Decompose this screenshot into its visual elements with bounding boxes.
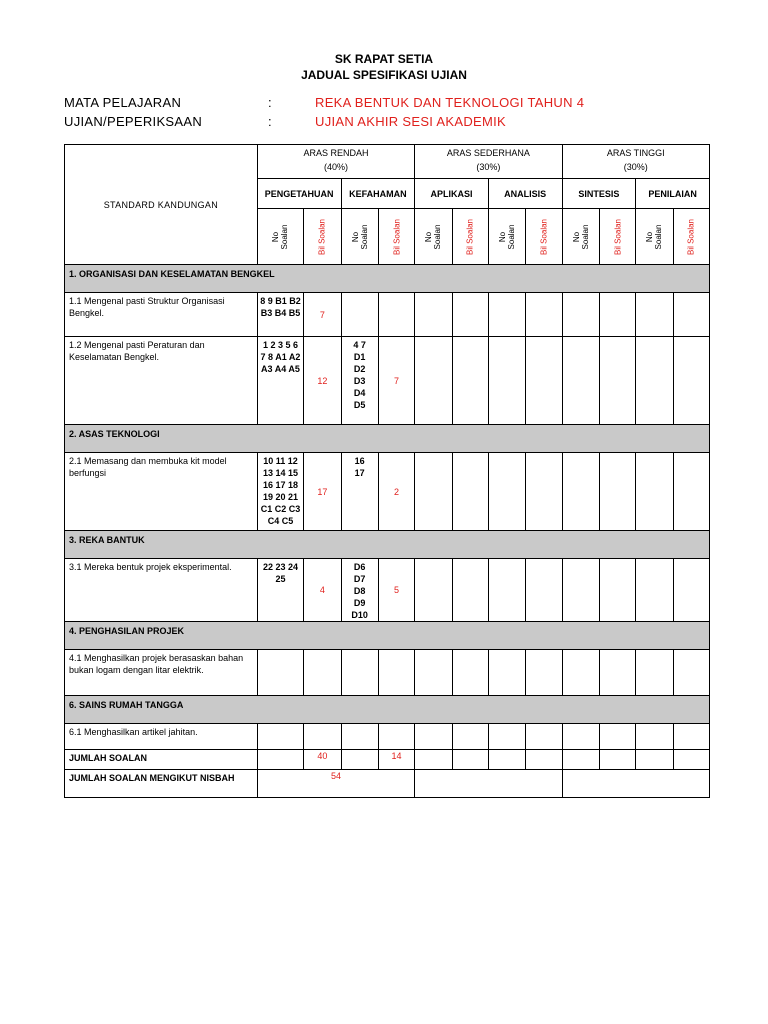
nisbah-aras-sederhana [415,770,562,798]
section-row [65,531,710,559]
standard-text: 1.1 Mengenal pasti Struktur Organisasi Bengkel. [65,293,258,337]
empty-cell [636,724,673,750]
skill-analisis: ANALISIS [488,179,562,209]
empty-cell [488,559,525,622]
table-row [65,724,710,750]
empty-cell [673,559,710,622]
standard-text: 1.2 Mengenal pasti Peraturan dan Keselamatan Bengkel. [65,337,258,425]
empty-cell [452,293,488,337]
kefahaman-bil-soalan [378,724,414,750]
nisbah-label: JUMLAH SOALAN MENGIKUT NISBAH [65,770,258,798]
section-row [65,265,710,293]
col-no-soalan-header [562,209,599,265]
col-no-soalan-header [415,209,452,265]
specification-table [64,144,710,798]
pengetahuan-bil-soalan: 4 [304,559,341,622]
bil-soalan-label: Bil Soalan [392,218,401,255]
empty-cell [636,750,673,770]
empty-cell [562,293,599,337]
no-soalan-label: No Soalan [645,224,664,249]
subject-value: REKA BENTUK DAN TEKNOLOGI TAHUN 4 [315,95,585,110]
col-bil-soalan-header [526,209,562,265]
empty-cell [599,337,635,425]
col-bil-soalan-header [304,209,341,265]
empty-cell [526,724,562,750]
empty-cell [636,337,673,425]
nisbah-aras-tinggi [562,770,709,798]
standard-text: 3.1 Mereka bentuk projek eksperimental. [65,559,258,622]
kefahaman-bil-soalan: 5 [378,559,414,622]
table-row [65,337,710,425]
exam-label: UJIAN/PEPERIKSAAN [64,114,203,129]
skill-kefahaman: KEFAHAMAN [341,179,415,209]
ratio-row [65,770,710,798]
empty-cell [562,750,599,770]
document-title: JADUAL SPESIFIKASI UJIAN [301,68,467,82]
empty-cell [673,724,710,750]
col-bil-soalan-header [452,209,488,265]
col-no-soalan-header [341,209,378,265]
col-no-soalan-header [488,209,525,265]
pengetahuan-bil-soalan [304,650,341,696]
pengetahuan-no-soalan [257,650,303,696]
empty-cell [636,453,673,531]
empty-cell [673,750,710,770]
bil-soalan-label: Bil Soalan [613,218,622,255]
pengetahuan-no-soalan: 10 11 12 13 14 15 16 17 18 19 20 21 C1 C2 C3 C4 C5 [257,453,303,531]
empty-cell [526,559,562,622]
col-no-soalan-header [636,209,673,265]
empty-cell [599,750,635,770]
empty-cell [599,293,635,337]
level-percent: (30%) [476,162,501,172]
standard-text: 6.1 Menghasilkan artikel jahitan. [65,724,258,750]
empty-cell [673,293,710,337]
empty-cell [452,559,488,622]
pengetahuan-no-soalan: 8 9 B1 B2 B3 B4 B5 [257,293,303,337]
jumlah-kefahaman: 14 [378,750,414,770]
no-soalan-label: No Soalan [350,224,369,249]
empty-cell [526,293,562,337]
empty-cell [415,750,452,770]
level-name: ARAS TINGGI [606,148,665,158]
jumlah-pengetahuan: 40 [304,750,341,770]
empty-cell [526,337,562,425]
kefahaman-bil-soalan: 2 [378,453,414,531]
pengetahuan-no-soalan: 1 2 3 5 6 7 8 A1 A2 A3 A4 A5 [257,337,303,425]
pengetahuan-bil-soalan [304,724,341,750]
standard-text: 4.1 Menghasilkan projek berasaskan bahan bukan logam dengan litar elektrik. [65,650,258,696]
bil-soalan-label: Bil Soalan [465,218,475,255]
no-soalan-label: No Soalan [497,224,516,249]
section-row [65,425,710,453]
section-title: 6. SAINS RUMAH TANGGA [65,696,710,724]
empty-cell [488,650,525,696]
empty-cell [526,453,562,531]
empty-cell [452,724,488,750]
col-no-soalan-header [257,209,303,265]
section-row [65,622,710,650]
level-name: ARAS SEDERHANA [446,148,530,158]
empty-cell [452,650,488,696]
subject-colon: : [268,95,272,110]
empty-cell [415,724,452,750]
bil-soalan-label: Bil Soalan [539,218,549,255]
no-soalan-label: No Soalan [271,224,290,249]
level-name: ARAS RENDAH [303,148,369,158]
no-soalan-label: No Soalan [571,224,590,249]
bil-soalan-label: Bil Soalan [317,218,327,255]
empty-cell [341,750,378,770]
empty-cell [562,650,599,696]
table-row [65,293,710,337]
pengetahuan-bil-soalan: 7 [304,293,341,337]
pengetahuan-bil-soalan: 17 [304,453,341,531]
kefahaman-no-soalan [341,724,378,750]
skill-pengetahuan: PENGETAHUAN [257,179,341,209]
empty-cell [599,724,635,750]
section-title: 2. ASAS TEKNOLOGI [65,425,710,453]
section-title: 4. PENGHASILAN PROJEK [65,622,710,650]
bil-soalan-label: Bil Soalan [686,218,696,255]
empty-cell [562,337,599,425]
empty-cell [562,559,599,622]
aras-rendah-header [257,145,414,179]
empty-cell [488,750,525,770]
jumlah-soalan-label: JUMLAH SOALAN [65,750,258,770]
empty-cell [599,559,635,622]
empty-cell [257,750,303,770]
kefahaman-bil-soalan [378,650,414,696]
table-row [65,559,710,622]
table-row [65,650,710,696]
empty-cell [636,559,673,622]
empty-cell [673,650,710,696]
skill-penilaian: PENILAIAN [636,179,710,209]
skill-aplikasi: APLIKASI [415,179,489,209]
total-row [65,750,710,770]
section-row [65,696,710,724]
pengetahuan-no-soalan [257,724,303,750]
col-bil-soalan-header [673,209,710,265]
level-percent: (30%) [623,162,648,172]
kefahaman-bil-soalan [378,293,414,337]
pengetahuan-bil-soalan: 12 [304,337,341,425]
empty-cell [452,750,488,770]
skill-sintesis: SINTESIS [562,179,636,209]
col-bil-soalan-header [378,209,414,265]
level-percent: (40%) [323,162,348,172]
empty-cell [488,337,525,425]
empty-cell [562,724,599,750]
exam-colon: : [268,114,272,129]
empty-cell [673,453,710,531]
kefahaman-no-soalan: 16 17 [341,453,378,531]
kefahaman-bil-soalan: 7 [378,337,414,425]
kefahaman-no-soalan [341,293,378,337]
empty-cell [599,453,635,531]
empty-cell [488,453,525,531]
empty-cell [415,337,452,425]
col-bil-soalan-header [599,209,635,265]
empty-cell [526,650,562,696]
empty-cell [488,724,525,750]
empty-cell [415,293,452,337]
empty-cell [526,750,562,770]
empty-cell [673,337,710,425]
empty-cell [562,453,599,531]
section-title: 3. REKA BANTUK [65,531,710,559]
no-soalan-label: No Soalan [424,224,443,249]
empty-cell [488,293,525,337]
standard-kandungan-header: STANDARD KANDUNGAN [65,145,258,265]
section-title: 1. ORGANISASI DAN KESELAMATAN BENGKEL [65,265,710,293]
nisbah-aras-rendah: 54 [257,770,414,798]
exam-value: UJIAN AKHIR SESI AKADEMIK [315,114,506,129]
empty-cell [452,337,488,425]
aras-tinggi-header [562,145,709,179]
empty-cell [452,453,488,531]
standard-text: 2.1 Memasang dan membuka kit model berfungsi [65,453,258,531]
kefahaman-no-soalan: 4 7 D1 D2 D3 D4 D5 [341,337,378,425]
empty-cell [415,453,452,531]
empty-cell [599,650,635,696]
kefahaman-no-soalan [341,650,378,696]
table-row [65,453,710,531]
subject-label: MATA PELAJARAN [64,95,182,110]
pengetahuan-no-soalan: 22 23 24 25 [257,559,303,622]
empty-cell [415,559,452,622]
empty-cell [636,293,673,337]
empty-cell [415,650,452,696]
kefahaman-no-soalan: D6 D7 D8 D9 D10 [341,559,378,622]
empty-cell [636,650,673,696]
aras-sederhana-header [415,145,562,179]
school-name: SK RAPAT SETIA [334,52,434,66]
